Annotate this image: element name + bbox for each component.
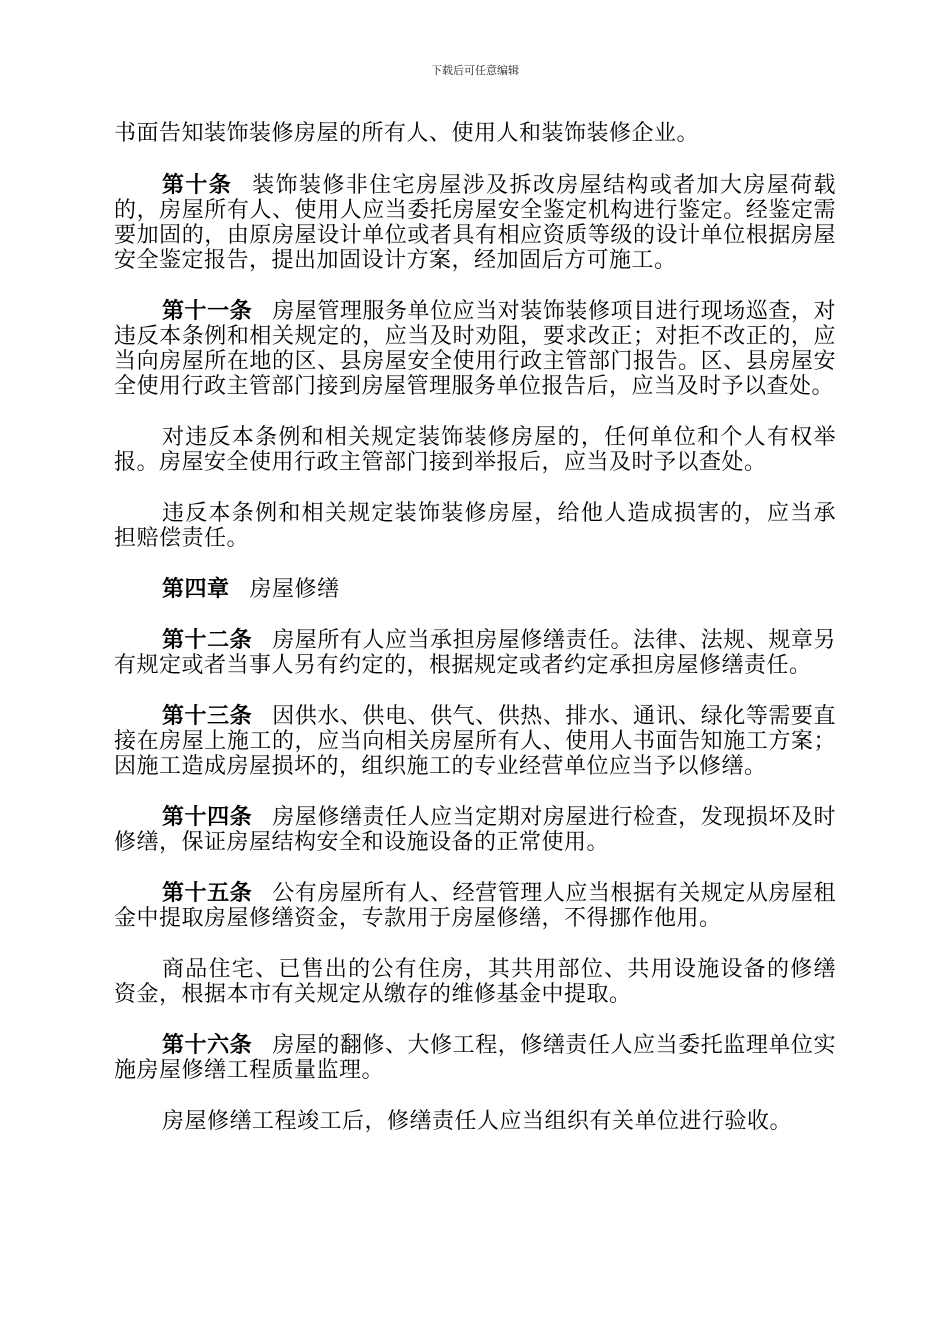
article-text: 装饰装修非住宅房屋涉及拆改房屋结构或者加大房屋荷载的，房屋所有人、使用人应当委托房屋安全鉴定机构进行鉴定。经鉴定需要加固的，由原房屋设计单位或者具有相应资质等级的设计单位根据房屋安全鉴定报告，提出加固设计方案，经加固后方可施工。 xyxy=(114,173,836,273)
paragraph xyxy=(114,1109,836,1134)
paragraph-text: 对违反本条例和相关规定装饰装修房屋的，任何单位和个人有权举报。房屋安全使用行政主管部门接到举报后，应当及时予以查处。 xyxy=(114,425,836,475)
article-text: 房屋修缮责任人应当定期对房屋进行检查，发现损坏及时修缮，保证房屋结构安全和设施设备的正常使用。 xyxy=(114,805,836,855)
article-heading: 第十二条 xyxy=(162,627,253,653)
article-heading: 第十一条 xyxy=(162,298,253,324)
article-text: 房屋管理服务单位应当对装饰装修项目进行现场巡查，对违反本条例和相关规定的，应当及时劝阻，要求改正；对拒不改正的，应当向房屋所在地的区、县房屋安全使用行政主管部门报告。区、县房屋安全使用行政主管部门接到房屋管理服务单位报告后，应当及时予以查处。 xyxy=(114,299,836,399)
paragraph-text: 房屋修缮工程竣工后，修缮责任人应当组织有关单位进行验收。 xyxy=(162,1109,793,1134)
article-heading: 第十条 xyxy=(162,172,233,198)
article-text: 房屋的翻修、大修工程，修缮责任人应当委托监理单位实施房屋修缮工程质量监理。 xyxy=(114,1033,836,1083)
chapter-number: 第四章 xyxy=(162,576,230,602)
article-text: 房屋所有人应当承担房屋修缮责任。法律、法规、规章另有规定或者当事人另有约定的，根据规定或者约定承担房屋修缮责任。 xyxy=(114,628,836,678)
paragraph-continuation xyxy=(114,121,836,146)
paragraph-text: 违反本条例和相关规定装饰装修房屋，给他人造成损害的，应当承担赔偿责任。 xyxy=(114,501,836,551)
paragraph-text: 书面告知装饰装修房屋的所有人、使用人和装饰装修企业。 xyxy=(114,121,700,146)
article-14 xyxy=(114,805,836,855)
document-body xyxy=(114,121,836,1160)
article-13 xyxy=(114,704,836,779)
chapter-heading xyxy=(114,577,836,602)
article-11 xyxy=(114,299,836,399)
article-text: 因供水、供电、供气、供热、排水、通讯、绿化等需要直接在房屋上施工的，应当向相关房屋所有人、使用人书面告知施工方案；因施工造成房屋损坏的，组织施工的专业经营单位应当予以修缮。 xyxy=(114,704,836,779)
article-16 xyxy=(114,1033,836,1083)
article-heading: 第十四条 xyxy=(162,804,253,830)
article-heading: 第十五条 xyxy=(162,880,253,906)
article-heading: 第十六条 xyxy=(162,1032,253,1058)
paragraph xyxy=(114,425,836,475)
article-15 xyxy=(114,881,836,931)
article-text: 公有房屋所有人、经营管理人应当根据有关规定从房屋租金中提取房屋修缮资金，专款用于房屋修缮，不得挪作他用。 xyxy=(114,881,836,931)
paragraph xyxy=(114,957,836,1007)
chapter-title: 房屋修缮 xyxy=(249,577,340,602)
article-heading: 第十三条 xyxy=(162,703,253,729)
article-12 xyxy=(114,628,836,678)
article-10 xyxy=(114,173,836,273)
paragraph xyxy=(114,501,836,551)
page-header: 下载后可任意编辑 xyxy=(431,64,519,77)
paragraph-text: 商品住宅、已售出的公有住房，其共用部位、共用设施设备的修缮资金，根据本市有关规定从缴存的维修基金中提取。 xyxy=(114,957,836,1007)
